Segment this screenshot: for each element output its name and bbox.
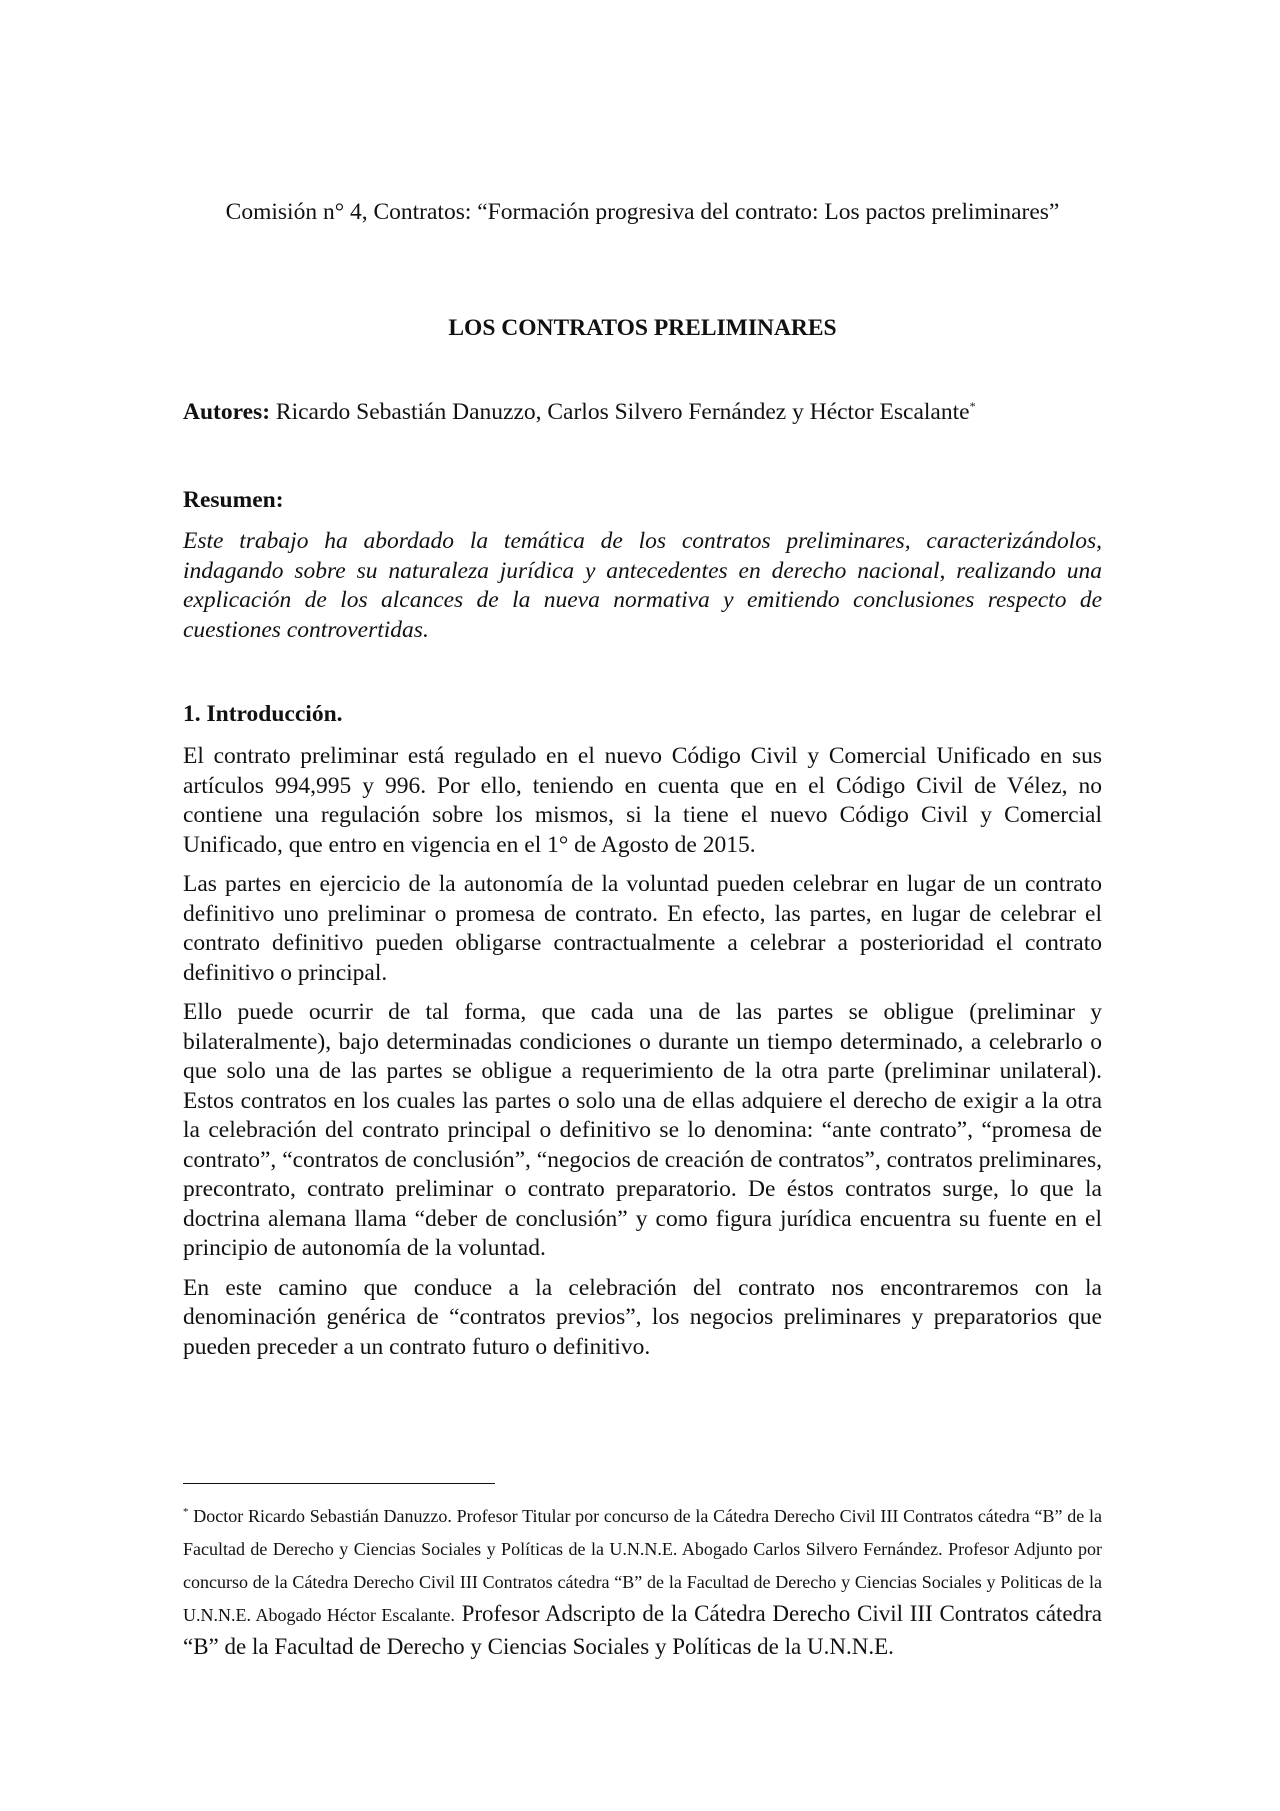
authors-names: Ricardo Sebastián Danuzzo, Carlos Silvero Fernández y Héctor Escalante xyxy=(275,399,970,425)
commission-line: Comisión n° 4, Contratos: “Formación progresiva del contrato: Los pactos preliminares” xyxy=(225,199,1060,225)
authors-line xyxy=(183,398,1102,426)
abstract-heading: Resumen: xyxy=(183,487,284,513)
footnote-text: Doctor Ricardo Sebastián Danuzzo. Profesor Titular por concurso de la Cátedra Derecho Civil III Contratos cátedra “B” de la Facultad de Derecho y Ciencias Sociales y Políticas de la U.N.N.E. Abogado Carlos Silvero Fernández. Profesor Adjunto por concurso de la Cátedra Derecho Civil III Contratos cátedra “B” de la Facultad de Derecho y Ciencias Sociales y Politicas de la U.N.N.E. Abogado Héctor Escalante. xyxy=(183,1506,1102,1625)
body-paragraph: Las partes en ejercicio de la autonomía de la voluntad pueden celebrar en lugar de un contrato definitivo uno preliminar o promesa de contrato. En efecto, las partes, en lugar de celebrar el contrato definitivo pueden obligarse contractualmente a celebrar a posterioridad el contrato definitivo o principal. xyxy=(183,871,1102,986)
footnote xyxy=(183,1500,1102,1665)
footnote-marker: * xyxy=(183,1506,189,1518)
body-paragraph: Ello puede ocurrir de tal forma, que cada una de las partes se obligue (preliminar y bilateralmente), bajo determinadas condiciones o durante un tiempo determinado, a celebrarlo o que solo una de las partes se obligue a requerimiento de la otra parte (preliminar unilateral). Estos contratos en los cuales las partes o solo una de ellas adquiere el derecho de exigir a la otra la celebración del contrato principal o definitivo se lo denomina: “ante contrato”, “promesa de contrato”, “contratos de conclusión”, “negocios de creación de contratos”, contratos preliminares, precontrato, contrato preliminar o contrato preparatorio. De éstos contratos surge, lo que la doctrina alemana llama “deber de conclusión” y como figura jurídica encuentra su fuente en el principio de autonomía de la voluntad. xyxy=(183,999,1102,1261)
authors-footnote-marker[interactable]: * xyxy=(969,399,976,414)
authors-label: Autores: xyxy=(183,399,271,425)
body-paragraph: El contrato preliminar está regulado en el nuevo Código Civil y Comercial Unificado en sus artículos 994,995 y 996. Por ello, teniendo en cuenta que en el Código Civil de Vélez, no contiene una regulación sobre los mismos, si la tiene el nuevo Código Civil y Comercial Unificado, que entro en vigencia en el 1° de Agosto de 2015. xyxy=(183,743,1102,858)
introduction-body xyxy=(183,742,1102,1372)
document-title: LOS CONTRATOS PRELIMINARES xyxy=(448,315,837,341)
footnote-text-continued: Profesor Adscripto de la Cátedra Derecho Civil III Contratos cátedra “B” de la Facultad de Derecho y Ciencias Sociales y Políticas de la U.N.N.E. xyxy=(183,1601,1102,1659)
body-paragraph: En este camino que conduce a la celebración del contrato nos encontraremos con la denominación genérica de “contratos previos”, los negocios preliminares y preparatorios que pueden preceder a un contrato futuro o definitivo. xyxy=(183,1274,1102,1360)
footnote-separator xyxy=(183,1483,495,1484)
introduction-heading: 1. Introducción. xyxy=(183,701,343,727)
abstract-text: Este trabajo ha abordado la temática de los contratos preliminares, caracterizándolos, indagando sobre su naturaleza jurídica y antecedentes en derecho nacional, realizando una explicación de los alcances de la nueva normativa y emitiendo conclusiones respecto de cuestiones controvertidas. xyxy=(183,528,1102,643)
